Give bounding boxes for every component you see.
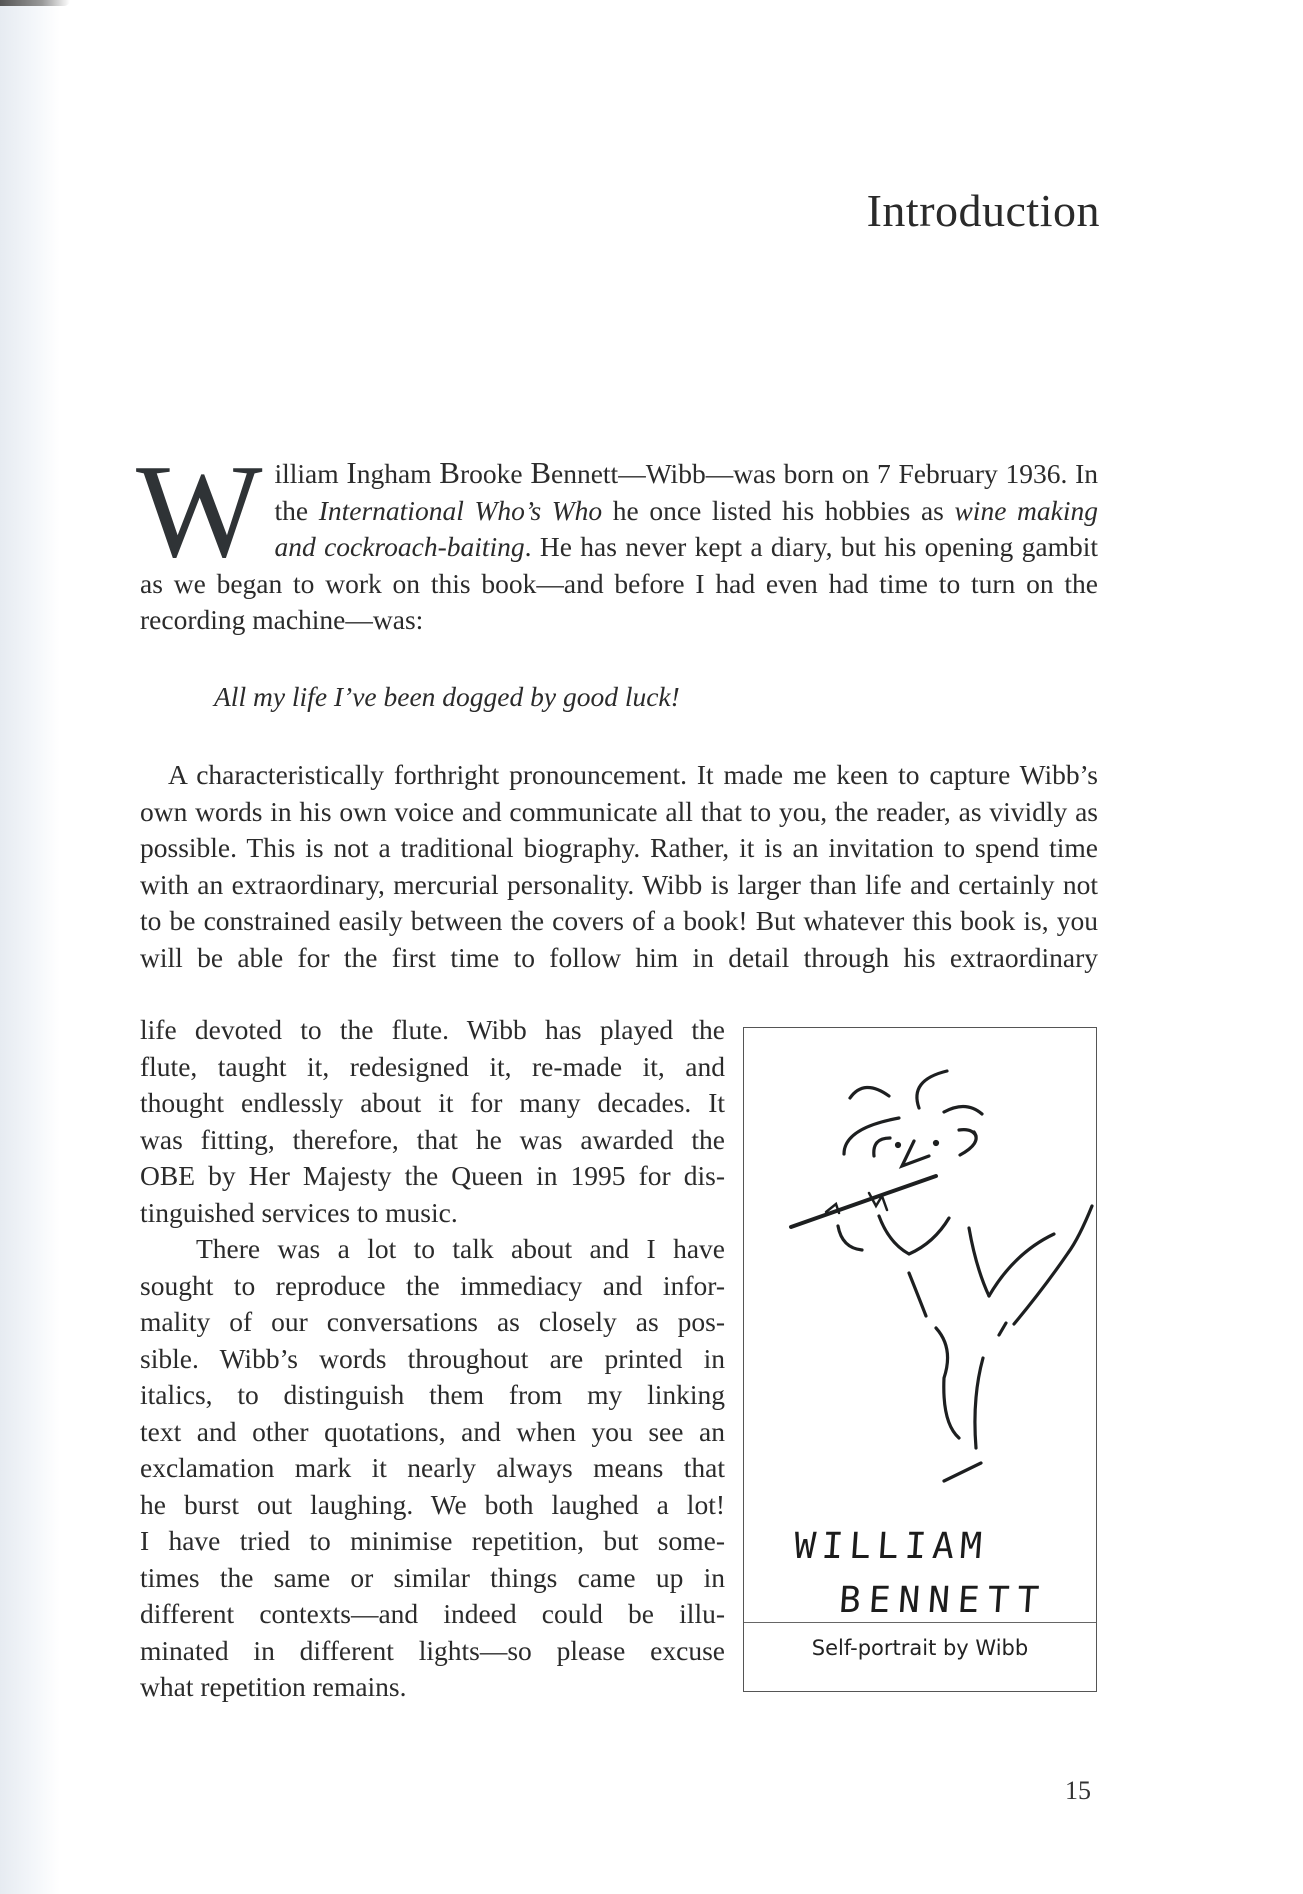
wibb-quote: All my life I’ve been dogged by good luck! bbox=[214, 681, 680, 712]
text-line: life devoted to the flute. Wibb has played the bbox=[140, 1014, 725, 1045]
text-line: was fitting, therefore, that he was awarded the bbox=[140, 1123, 725, 1155]
self-portrait-figure bbox=[743, 1027, 1097, 1692]
text-line: exclamation mark it nearly always means that bbox=[140, 1452, 725, 1483]
text-line: OBE by Her Majesty the Queen in 1995 for dis- bbox=[140, 1160, 725, 1191]
text-line: I have tried to minimise repetition, but some- bbox=[140, 1525, 725, 1556]
body-text: —Wibb—was born on 7 February 1936. In the bbox=[274, 458, 1098, 526]
text-line: sible. Wibb’s words throughout are printed in bbox=[140, 1342, 725, 1374]
text-line: sought to reproduce the immediacy and infor- bbox=[140, 1269, 725, 1301]
body-text: . He has never kept a diary, but his opening gambit as we began to work on this book—and before I had even had time to turn on the recording machine—was: bbox=[140, 531, 1098, 635]
text-line: times the same or similar things came up in bbox=[140, 1561, 725, 1593]
text-line: minated in different lights—so please excuse bbox=[140, 1634, 725, 1666]
text-line: he burst out laughing. We both laughed a lot! bbox=[140, 1488, 725, 1520]
scan-edge-mark bbox=[0, 0, 70, 6]
drop-cap: W bbox=[136, 437, 263, 585]
name-part: ngham bbox=[356, 458, 440, 489]
name-part: rooke bbox=[459, 458, 531, 489]
name-initial: B bbox=[530, 455, 551, 490]
wrapped-text bbox=[140, 1012, 725, 1706]
body-text: he once listed his hobbies as bbox=[602, 494, 955, 526]
text-line: different contexts—and indeed could be illu- bbox=[140, 1598, 725, 1629]
text-line: thought endlessly about it for many decades. It bbox=[140, 1087, 725, 1118]
text-line: italics, to distinguish them from my linking bbox=[140, 1379, 725, 1410]
italic-hobbies: wine making and cockroach-baiting bbox=[274, 494, 1098, 562]
text-line: tinguished services to music. bbox=[140, 1196, 458, 1228]
signature-last-name: BENNETT bbox=[837, 1580, 1049, 1621]
page-number: 15 bbox=[1065, 1776, 1091, 1805]
book-gutter-shadow bbox=[0, 0, 60, 1894]
text-line: what repetition remains. bbox=[140, 1671, 407, 1702]
name-initial: B bbox=[439, 455, 460, 490]
text-line: mality of our conversations as closely as pos- bbox=[140, 1306, 725, 1337]
opening-paragraph bbox=[136, 437, 1098, 639]
name-part: illiam bbox=[274, 458, 347, 489]
chapter-title: Introduction bbox=[866, 185, 1100, 236]
name-part: ennett bbox=[551, 458, 619, 489]
name-initial: I bbox=[346, 455, 357, 490]
text-line: text and other quotations, and when you see an bbox=[140, 1415, 725, 1447]
text-line: flute, taught it, redesigned it, re-made it, and bbox=[140, 1050, 725, 1082]
second-paragraph: A characteristically forthright pronouncement. It made me keen to capture Wibb’s own words in his own voice and communicate all that to you, the reader, as vividly as possible. This is not a traditional biography. Rather, it is an invitation to spend time with an extraordinary, mercurial personality. Wibb is larger than life and certainly not to be constrained easily between the covers of a book! But whatever this book is, you will be able for the first time to follow him in detail through his extraordinary bbox=[140, 759, 1098, 973]
caption-divider bbox=[744, 1622, 1096, 1623]
signature-first-name: WILLIAM bbox=[792, 1526, 990, 1567]
figure-caption: Self-portrait by Wibb bbox=[811, 1636, 1029, 1660]
text-line: There was a lot to talk about and I have bbox=[196, 1233, 725, 1264]
italic-title: International Who’s Who bbox=[318, 494, 603, 526]
